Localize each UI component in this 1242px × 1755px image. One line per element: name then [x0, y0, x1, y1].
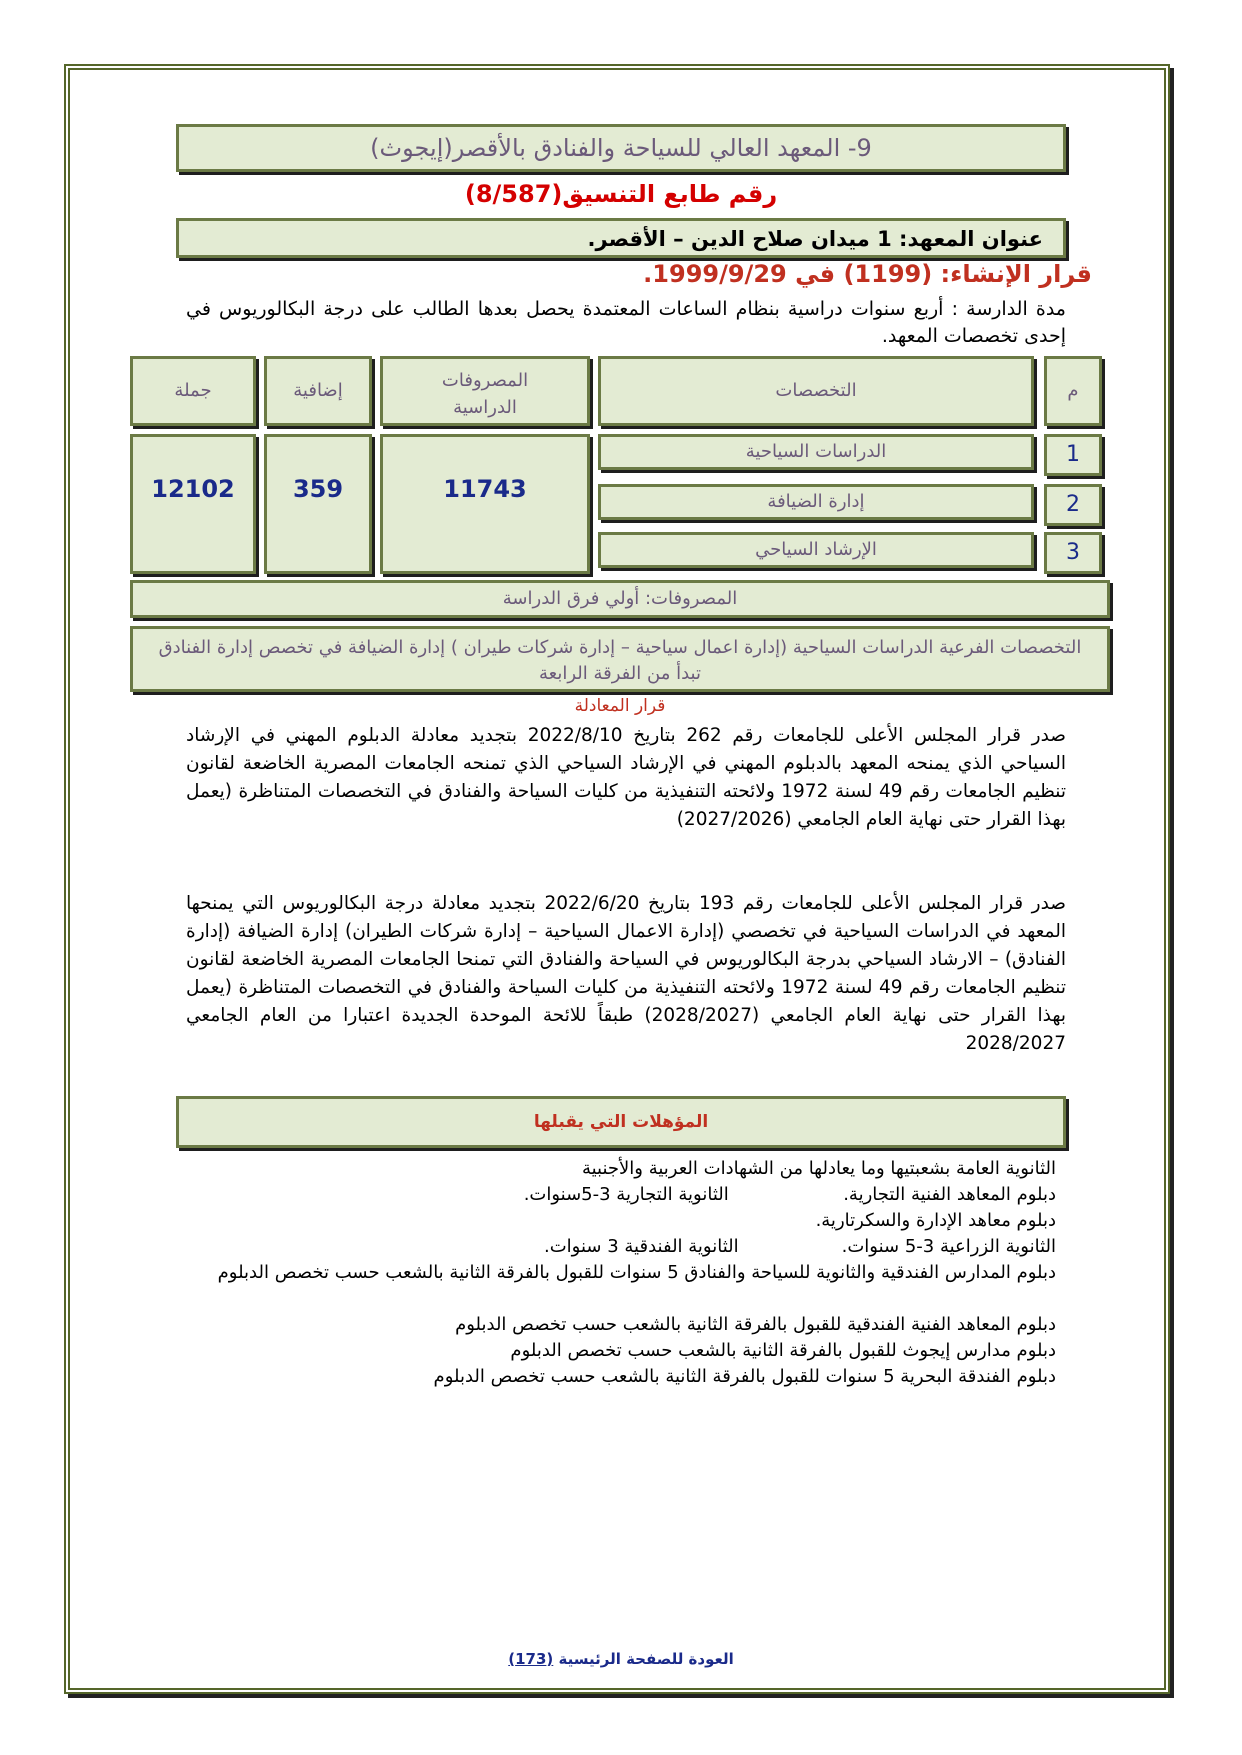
qualification-7: دبلوم مدارس إيجوث للقبول بالفرقة الثانية بالشعب حسب تخصص الدبلوم	[510, 1340, 1056, 1361]
row-3-name: الإرشاد السياحي	[598, 532, 1034, 568]
header-specializations: التخصصات	[598, 356, 1034, 426]
coordination-number: رقم طابع التنسيق(8/587)	[464, 180, 778, 208]
header-extra: إضافية	[264, 356, 372, 426]
header-fees: المصروفات الدراسية	[380, 356, 590, 426]
footer-page-number[interactable]: (173)	[508, 1650, 554, 1668]
row-2-name: إدارة الضيافة	[598, 484, 1034, 520]
qualification-2: دبلوم المعاهد الفنية التجارية. الثانوية التجارية 3-5سنوات.	[523, 1184, 1056, 1205]
header-total: جملة	[130, 356, 256, 426]
equivalence-1: صدر قرار المجلس الأعلى للجامعات رقم 262 بتاريخ 2022/8/10 بتجديد معادلة الدبلوم المهني في الإرشاد السياحي الذي يمنحه المعهد بالدبلوم المهني في الإرشاد السياحي الذي تمنحه الجامعات المصرية الخاضعة لقانون تنظيم الجامعات رقم 49 لسنة 1972 ولائحته التنفيذية من كليات السياحة والفنادق في التخصصات المتناظرة (يعمل بهذا القرار حتى نهاية العام الجامعي (2027/2026)	[186, 725, 1067, 830]
extra-value: 359	[264, 434, 372, 574]
row-2-index: 2	[1044, 484, 1102, 526]
institute-title: 9- المعهد العالي للسياحة والفنادق بالأقصر(إيجوث)	[176, 124, 1066, 172]
equivalence-2: صدر قرار المجلس الأعلى للجامعات رقم 193 بتاريخ 2022/6/20 بتجديد معادلة درجة البكالوريوس التي يمنحها المعهد في الدراسات السياحية في تخصصي (إدارة الاعمال السياحية – إدارة شركات الطيران) إدارة الضيافة (إدارة الفنادق) – الارشاد السياحي بدرجة البكالوريوس في السياحة والفنادق التي تمنحا الجامعات المصرية الخاضعة لقانون تنظيم الجامعات رقم 49 لسنة 1972 ولائحته التنفيذية من كليات السياحة والفنادق في التخصصات المتناظرة (يعمل بهذا القرار حتى نهاية العام الجامعي (2028/2027) طبقاً للائحة الموحدة الجديدة اعتبارا من العام الجامعي 2028/2027	[186, 893, 1067, 1054]
fees-note: المصروفات: أولي فرق الدراسة	[130, 580, 1110, 618]
footer-link-text[interactable]: العودة للصفحة الرئيسية	[558, 1650, 734, 1668]
header-index: م	[1044, 356, 1102, 426]
study-duration: مدة الدارسة : أربع سنوات دراسية بنظام الساعات المعتمدة يحصل بعدها الطالب على درجة البكالوريوس في إحدى تخصصات المعهد.	[186, 298, 1066, 347]
qualification-4: الثانوية الزراعية 3-5 سنوات. الثانوية الفندقية 3 سنوات.	[544, 1236, 1056, 1257]
qualification-3: دبلوم معاهد الإدارة والسكرتارية.	[815, 1210, 1056, 1231]
row-1-name: الدراسات السياحية	[598, 434, 1034, 470]
row-3-index: 3	[1044, 532, 1102, 574]
qualification-1: الثانوية العامة بشعبتيها وما يعادلها من الشهادات العربية والأجنبية	[581, 1158, 1056, 1179]
row-1-index: 1	[1044, 434, 1102, 476]
institute-address: عنوان المعهد: 1 ميدان صلاح الدين – الأقصر.	[176, 218, 1066, 258]
equivalence-title: قرار المعادلة	[574, 696, 666, 716]
qualification-6: دبلوم المعاهد الفنية الفندقية للقبول بالفرقة الثانية بالشعب حسب تخصص الدبلوم	[455, 1314, 1056, 1335]
fees-value: 11743	[380, 434, 590, 574]
footer-home-link[interactable]	[0, 1650, 1242, 1668]
establishment-decision: قرار الإنشاء: (1199) في 1999/9/29.	[643, 260, 1092, 288]
total-value: 12102	[130, 434, 256, 574]
qualification-8: دبلوم الفندقة البحرية 5 سنوات للقبول بالفرقة الثانية بالشعب حسب تخصص الدبلوم	[433, 1366, 1056, 1387]
qualifications-title: المؤهلات التي يقبلها	[176, 1096, 1066, 1148]
sub-specializations: التخصصات الفرعية الدراسات السياحية (إدارة اعمال سياحية – إدارة شركات طيران ) إدارة الضيافة في تخصص إدارة الفنادق تبدأ من الفرقة الرابعة	[130, 626, 1110, 692]
qualification-5: دبلوم المدارس الفندقية والثانوية للسياحة والفنادق 5 سنوات للقبول بالفرقة الثانية بالشعب حسب تخصص الدبلوم	[217, 1262, 1056, 1283]
